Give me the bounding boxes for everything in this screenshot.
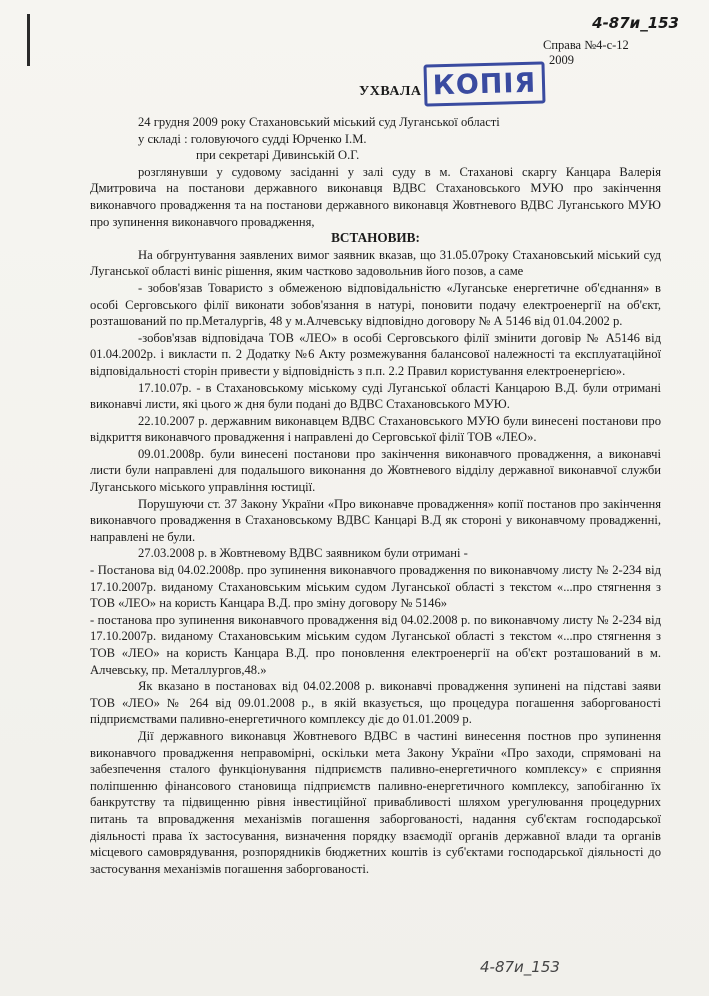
paragraph: На обгрунтування заявлених вимог заявник вказав, що 31.05.07року Стахановський міський суд Луганської області виніс рішення, яким частково задовольнив його позов, а саме xyxy=(90,247,661,279)
margin-mark xyxy=(27,14,30,66)
paragraph: 17.10.07р. - в Стахановському міському суді Луганської області Канцарою В.Д. були отримані виконавчі листи, які цього ж дня були подані до ВДВС Стахановського МУЮ. xyxy=(90,380,661,412)
paragraph: 09.01.2008р. були винесені постанови про закінчення виконавчого провадження, а виконавчі листи були направлені для подальшого виконання до Жовтневого відділу державної виконавчої служби Луганського міського управління юстиції. xyxy=(90,446,661,495)
paragraph: 27.03.2008 р. в Жовтневому ВДВС заявником були отримані - xyxy=(138,546,468,561)
paragraph: -зобов'язав відповідача ТОВ «ЛЕО» в особі Серговського філії змінити договір № А5146 від 01.04.2002р. і викласти п. 2 Додатку №6 Акту розмежування балансової належності та експлуатаційної відповідальності сторін привести у відповідність з п.п. 2.2 Правил користування електроенергією». xyxy=(90,330,661,378)
court-secretary: при секретарі Дивинській О.Г. xyxy=(196,148,360,163)
list-item: - постанова про зупинення виконавчого провадження від 04.02.2008 р. по виконавчому листу № 2-234 від 17.10.2007р. виданому Стахановським міським судом Луганської області з текстом «...про стягнення з ТОВ «ЛЕО» на користь Канцара В.Д. про поновлення електроенергії на об'єкт розташований в м. Алчевську, пр. Металлургов,48.» xyxy=(90,612,661,677)
court-composition: у складі : головуючого судді Юрченко І.М. xyxy=(138,131,367,146)
case-number xyxy=(543,38,629,68)
copy-stamp: КОПІЯ xyxy=(423,61,545,106)
date-line: 24 грудня 2009 року Стахановський міський суд Луганської області xyxy=(138,115,500,129)
handwritten-footer-number: 4-87и_153 xyxy=(480,958,560,976)
paragraph: - зобов'язав Товаристо з обмеженою відповідальністю «Луганське енергетичне об'єднання» в особі Серговського філії виконати зобов'язання в натурі, поновити подачу електроенергії на об'єкт, розташований по пр.Металургів, 48 у м.Алчевську відповідно договору № А 5146 від 01.04.2002 р. xyxy=(90,280,661,329)
section-heading: ВСТАНОВИВ: xyxy=(331,230,420,246)
document-body xyxy=(90,114,661,877)
handwritten-page-number: 4-87и_153 xyxy=(592,14,679,32)
paragraph: Дії державного виконавця Жовтневого ВДВС в частині винесення постнов про зупинення виконавчого провадження неправомірні, оскільки мета Закону України «Про заходи, спрямовані на забезпечення сталого функціонування підприємств паливно-енергетичного комплексу» є сприяння поліпшенню фінансового становища підприємств паливно-енергетичного комплексу, запобіганню їх банкрутству та підвищенню рівня інвестиційної привабливості шляхом урегулювання процедурних питань та впровадження механізмів погашення заборгованості, надання суб'єктам господарської діяльності права їх застосування, визначення порядку взаємодії органів державної влади та органів місцевого самоврядування, розпорядників бюджетних коштів із суб'єктами господарської діяльності до застосування механізмів погашення заборгованості. xyxy=(90,728,661,876)
intro-paragraph: розглянувши у судовому засіданні у залі суду в м. Стаханові скаргу Канцара Валерія Дмитровича на постанови державного виконавця ВДВС Стахановського МУЮ про закінчення виконавчого провадження та на постанови державного виконавця Жовтневого ВДВС Луганського МУЮ про зупинення виконавчого провадження, xyxy=(90,164,661,229)
case-number-label: Справа №4-с-12 xyxy=(543,38,629,52)
document-title: УХВАЛА xyxy=(359,84,422,99)
case-year: 2009 xyxy=(549,53,574,67)
paragraph: Порушуючи ст. 37 Закону України «Про виконавче провадження» копії постанов про закінчення виконавчого провадження в Стахановському ВДВС Канцарі В.Д як стороні у виконавчому провадженні, направлені не були. xyxy=(90,496,661,544)
list-item: - Постанова від 04.02.2008р. про зупинення виконавчого провадження по виконавчому листу № 2-234 від 17.10.2007р. виданому Стахановським міським судом Луганської області з текстом «...про стягнення з ТОВ «ЛЕО» на користь Канцара В.Д. про зміну договору № 5146» xyxy=(90,563,661,611)
paragraph: Як вказано в постановах від 04.02.2008 р. виконавчі провадження зупинені на підставі заяви ТОВ «ЛЕО» № 264 від 09.01.2008 р., в якій вказується, що процедура погашення заборгованості підприємствами паливно-енергетичного комплексу діє до 01.01.2009 р. xyxy=(90,679,661,727)
paragraph: 22.10.2007 р. державним виконавцем ВДВС Стахановського МУЮ були винесені постанови про відкриття виконавчого провадження і направлені до Серговської філії ТОВ «ЛЕО». xyxy=(90,413,661,445)
